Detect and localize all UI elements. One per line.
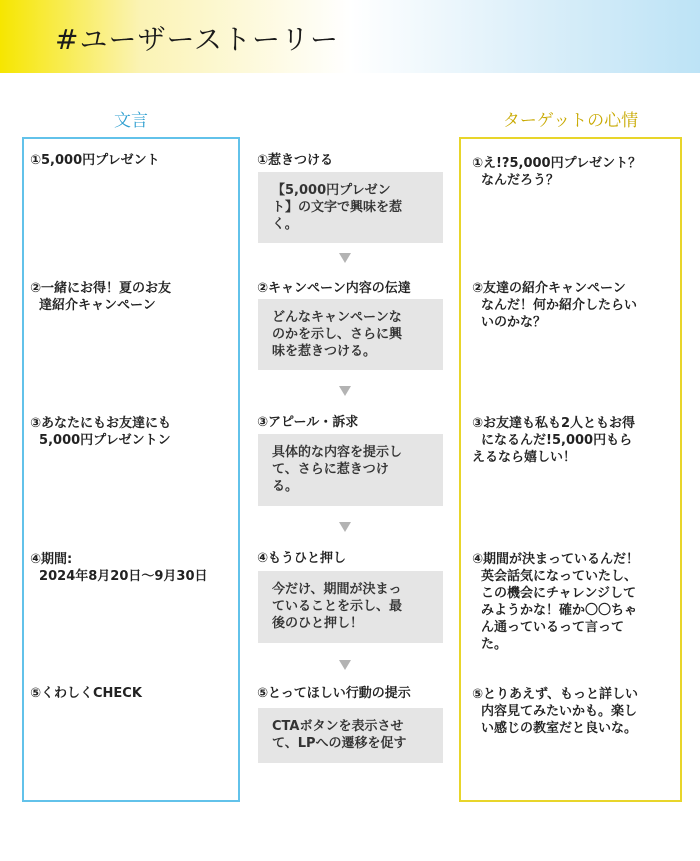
header-banner	[0, 0, 700, 73]
step-title-5: ⑤とってほしい行動の提示	[257, 686, 411, 701]
copy-item-4: ④期間: 2024年8月20日〜9月30日	[30, 552, 208, 584]
step-title-2: ②キャンペーン内容の伝達	[257, 281, 411, 296]
feeling-item-5: ⑤とりあえず、もっと詳しい 内容見てみたいかも。楽し い感じの教室だと良いな。	[472, 687, 638, 736]
copy-item-3: ③あなたにもお友達にも 5,000円プレゼントン	[30, 416, 172, 448]
arrow-down-icon	[339, 522, 351, 532]
arrow-down-icon	[339, 253, 351, 263]
copy-item-2: ②一緒にお得！夏のお友 達紹介キャンペーン	[30, 281, 172, 313]
copy-item-5: ⑤くわしくCHECK	[30, 686, 142, 701]
page-title: #ユーザーストーリー	[55, 23, 340, 56]
step-description-5: CTAボタンを表示させ て、LPへの遷移を促す	[258, 708, 443, 763]
feeling-item-2: ②友達の紹介キャンペーン なんだ！何か紹介したらい いのかな？	[472, 281, 638, 330]
copy-column-heading: 文言	[114, 111, 148, 131]
step-description-3: 具体的な内容を提示し て、さらに惹きつけ る。	[258, 434, 443, 506]
target-feeling-column-heading: ターゲットの心情	[502, 111, 639, 131]
copy-item-1: ①5,000円プレゼント	[30, 153, 160, 168]
feeling-item-4: ④期間が決まっているんだ！ 英会話気になっていたし、 この機会にチャレンジして みようかな！確か〇〇ちゃ ん通っているって言って た。	[472, 552, 640, 652]
arrow-down-icon	[339, 660, 351, 670]
step-title-3: ③アピール・訴求	[257, 415, 359, 430]
feeling-item-1: ①え!?5,000円プレゼント？ なんだろう？	[472, 156, 642, 188]
step-description-2: どんなキャンペーンな のかを示し、さらに興 味を惹きつける。	[258, 299, 443, 370]
copy-column-box	[22, 137, 240, 802]
step-description-1: 【5,000円プレゼン ト】の文字で興味を惹 く。	[258, 172, 443, 243]
arrow-down-icon	[339, 386, 351, 396]
step-description-4: 今だけ、期間が決まっ ていることを示し、最 後のひと押し！	[258, 571, 443, 643]
feeling-item-3: ③お友達も私も2人ともお得 になるんだ!5,000円もら えるなら嬉しい！	[472, 416, 636, 465]
step-title-1: ①惹きつける	[257, 153, 334, 168]
step-title-4: ④もうひと押し	[257, 551, 347, 566]
